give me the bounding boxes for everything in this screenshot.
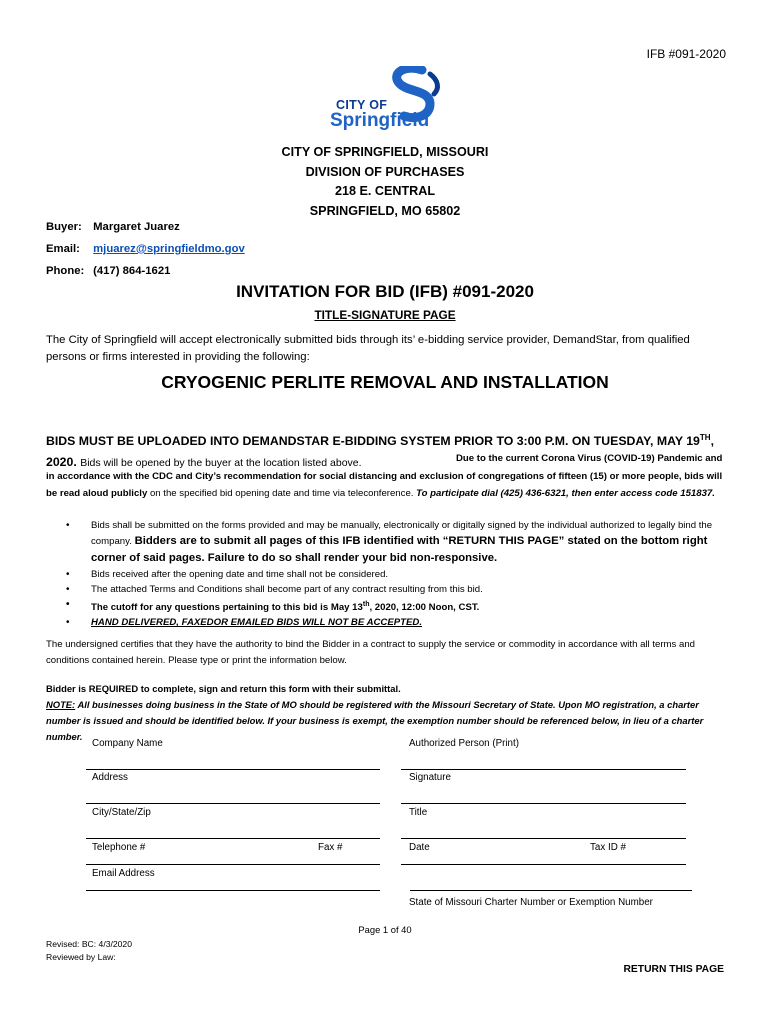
buyer-row: [46, 221, 180, 233]
bullet-text: The cutoff for any questions pertaining to this bid is May 13: [91, 602, 363, 614]
bullet-text: Bids shall be submitted on the forms provided and may be manually, electronically or digitally signed by the individual authorized to legally bind the company.: [91, 520, 713, 547]
authorized-person-field[interactable]: [401, 769, 686, 770]
title-field[interactable]: [401, 838, 686, 839]
telephone-fax-field[interactable]: [86, 864, 380, 865]
email-label: Email:: [46, 243, 80, 255]
bullet-text: HAND DELIVERED, FAXEDOR EMAILED BIDS WILL NOT BE ACCEPTED.: [91, 617, 423, 629]
bullet-text: , 2020, 12:00 Noon, CST.: [369, 602, 480, 614]
covid-notice: [46, 450, 728, 503]
bullet-text: The attached Terms and Conditions shall become part of any contract resulting from this bid.: [91, 584, 483, 595]
bids-opened-text: Bids will be opened by the buyer at the location listed above.: [80, 457, 362, 470]
deadline-year: , 2020.: [46, 434, 714, 470]
page-subtitle: TITLE-SIGNATURE PAGE: [314, 308, 456, 322]
title-label: Title: [409, 807, 428, 818]
signature-field[interactable]: [401, 803, 686, 804]
buyer-label: Buyer:: [46, 221, 82, 233]
requirement-notice: [46, 681, 726, 745]
intro-paragraph: The City of Springfield will accept electronically submitted bids through its’ e-bidding service provider, DemandStar, from qualified persons or firms interested in providing the following:: [46, 334, 690, 363]
email-row: [46, 243, 245, 255]
list-item: [66, 615, 730, 630]
authorized-person-label: Authorized Person (Print): [409, 738, 519, 749]
page-number: Page 1 of 40: [358, 924, 412, 935]
charter-number-label: State of Missouri Charter Number or Exemption Number: [409, 897, 653, 908]
return-this-page: RETURN THIS PAGE: [623, 964, 724, 975]
bullet-text: Bids received after the opening date and time shall not be considered.: [91, 569, 389, 580]
date-label: Date: [409, 842, 430, 853]
telephone-label: Telephone #: [92, 842, 146, 853]
company-name-label: Company Name: [92, 738, 163, 749]
email-address-label: Email Address: [92, 868, 155, 879]
deadline-text: BIDS MUST BE UPLOADED INTO DEMANDSTAR E-BIDDING SYSTEM PRIOR TO 3:00 P.M. ON TUESDAY, MAY 19: [46, 434, 700, 449]
buyer-phone: (417) 864-1621: [93, 265, 171, 277]
bullet-sup: th: [362, 601, 370, 608]
address-line: DIVISION OF PURCHASES: [305, 164, 465, 179]
city-logo: [330, 66, 442, 138]
covid-normal-text: on the specified bid opening date and time via teleconference.: [149, 488, 414, 499]
phone-label: Phone:: [46, 265, 85, 277]
bullet-bold-text: Bidders are to submit all pages of this IFB identified with “RETURN THIS PAGE” stated on the bottom right corner of said pages. Failure to do so shall render your bid non-responsive.: [91, 535, 708, 564]
note-label: NOTE:: [46, 699, 76, 710]
address-line: CITY OF SPRINGFIELD, MISSOURI: [281, 145, 489, 159]
city-state-zip-label: City/State/Zip: [92, 807, 151, 818]
city-state-zip-field[interactable]: [86, 838, 380, 839]
phone-row: [46, 265, 170, 277]
deadline-sup: TH: [699, 433, 711, 442]
revision-info: [46, 938, 132, 964]
fax-label: Fax #: [318, 842, 343, 853]
email-address-field[interactable]: [86, 890, 380, 891]
signature-label: Signature: [409, 772, 451, 783]
project-title: CRYOGENIC PERLITE REMOVAL AND INSTALLATION: [161, 372, 609, 392]
address-line: SPRINGFIELD, MO 65802: [309, 203, 461, 218]
ifb-number: IFB #091-2020: [646, 47, 726, 61]
buyer-email-link[interactable]: mjuarez@springfieldmo.gov: [93, 243, 245, 255]
revised-date: Revised: BC: 4/3/2020: [46, 939, 132, 949]
buyer-name: Margaret Juarez: [93, 221, 180, 233]
list-item: [66, 597, 730, 615]
bid-requirements: [66, 518, 730, 630]
date-tax-id-field[interactable]: [401, 864, 686, 865]
logo-text-top: CITY OF: [336, 98, 388, 112]
address-label: Address: [92, 772, 128, 783]
reviewed-by: Reviewed by Law:: [46, 952, 116, 962]
list-item: [66, 518, 730, 567]
address-field[interactable]: [86, 803, 380, 804]
note-text: All businesses doing business in the State of MO should be registered with the Missouri Secretary of State. Upon MO registration, a charter number is issued and should be identified below. If your business is exempt, the exemption number should be referenced below, in lieu of a charter number.: [46, 699, 704, 742]
certification-paragraph: The undersigned certifies that they have the authority to bind the Bidder in a contract to supply the service or commodity in accordance with all terms and conditions contained herein. Please type or print the information below.: [46, 639, 695, 666]
list-item: [66, 582, 730, 597]
company-name-field[interactable]: [86, 769, 380, 770]
page-title: INVITATION FOR BID (IFB) #091-2020: [236, 282, 534, 301]
covid-bold-text: Due to the current Corona Virus (COVID-19) Pandemic and in accordance with the CDC and City’s recommendation for social distancing and exclusion of congregations of fifteen (15) or more people, bids will be read aloud publicly: [46, 453, 723, 499]
teleconference-instructions: To participate dial (425) 436-6321, then enter access code 151837.: [416, 488, 715, 499]
division-address: [0, 143, 770, 221]
tax-id-label: Tax ID #: [590, 842, 626, 853]
required-line: Bidder is REQUIRED to complete, sign and return this form with their submittal.: [46, 683, 401, 694]
address-line: 218 E. CENTRAL: [334, 184, 436, 198]
list-item: [66, 567, 730, 582]
logo-text-bottom: Springfield: [330, 110, 430, 131]
charter-number-field[interactable]: [410, 890, 692, 891]
